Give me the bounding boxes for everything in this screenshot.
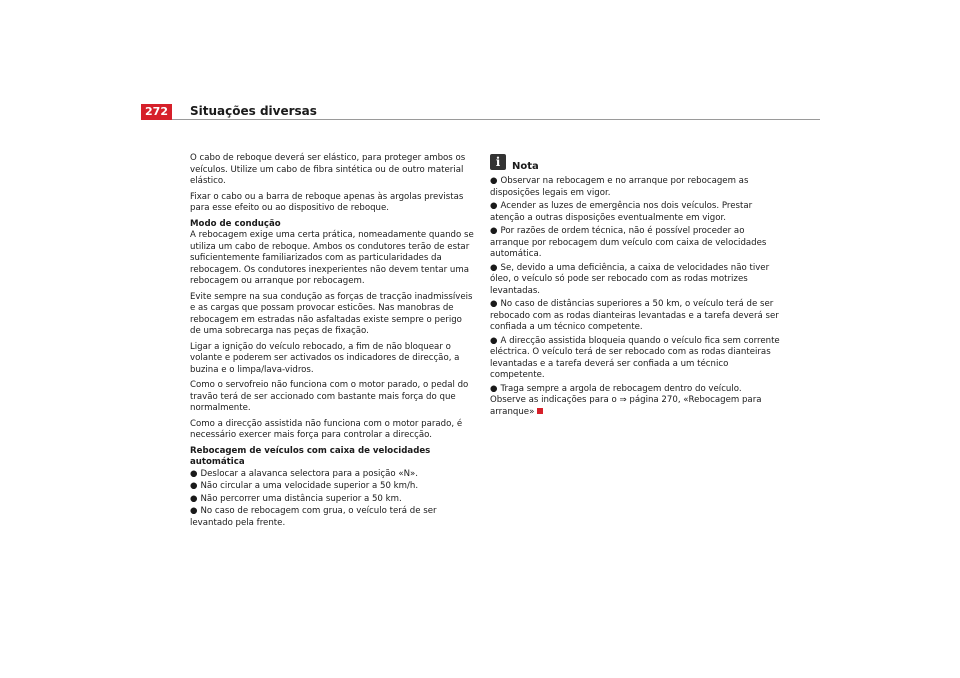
info-icon: i <box>490 154 506 170</box>
paragraph-steering: Como a direcção assistida não funciona com o motor parado, é necessário exercer mais força para controlar a direcção. <box>190 418 463 440</box>
page-reference-link[interactable]: Traga sempre a argola de rebocagem dentro do veículo. Observe as indicações para o ⇒ página 270, «Rebocagem para arranque» <box>490 383 762 417</box>
note-section <box>490 150 780 420</box>
bullet-icon: ● <box>490 176 498 186</box>
page-number: 272 <box>141 104 172 120</box>
note-title: Nota <box>512 161 539 173</box>
end-of-section-icon <box>537 408 543 414</box>
bullet-icon: ● <box>490 262 498 273</box>
list-item: ● Não circular a uma velocidade superior a 50 km/h. <box>190 481 419 491</box>
list-item: ● No caso de rebocagem com grua, o veículo terá de ser levantado pela frente. <box>190 506 437 528</box>
bullet-icon: ● <box>190 468 198 479</box>
list-item <box>490 384 780 419</box>
automatic-bullet-list <box>190 469 475 530</box>
bullet-icon: ● <box>190 481 198 491</box>
bullet-icon: ● <box>490 299 498 309</box>
bullet-icon: ● <box>490 226 498 236</box>
list-item: ● Acender as luzes de emergência nos dois veículos. Prestar atenção a outras disposições eventualmente em vigor. <box>490 201 753 223</box>
note-header <box>490 150 780 174</box>
bullet-icon: ● <box>190 506 198 516</box>
list-item: ● No caso de distâncias superiores a 50 km, o veículo terá de ser rebocado com as rodas dianteiras levantadas e a tarefa deverá ser confiada a um técnico competente. <box>490 299 779 332</box>
list-item: ● A direcção assistida bloqueia quando o veículo fica sem corrente eléctrica. O veículo terá de ser rebocado com as rodas dianteiras levantadas e a tarefa deverá ser confiada a um técnico competente. <box>490 335 780 380</box>
left-column <box>190 153 475 530</box>
paragraph-attachment: Fixar o cabo ou a barra de reboque apenas às argolas previstas para esse efeito ou ao dispositivo de reboque. <box>190 191 464 213</box>
bullet-icon: ● <box>190 493 198 504</box>
bullet-icon: ● <box>490 201 498 211</box>
list-item: ● Deslocar a alavanca selectora para a posição «N». <box>190 468 419 479</box>
paragraph-ignition: Ligar a ignição do veículo rebocado, a fim de não bloquear o volante e poderem ser activados os indicadores de direcção, a buzina e o limpa/lava-vidros. <box>190 341 460 375</box>
paragraph-forces: Evite sempre na sua condução as forças de tracção inadmissíveis e as cargas que possam provocar esticões. Nas manobras de rebocagem em estradas não asfaltadas existe sempre o perigo de uma sobrecarga nas peças de fixação. <box>190 291 473 336</box>
paragraph-practice: A rebocagem exige uma certa prática, nomeadamente quando se utiliza um cabo de reboque. Ambos os condutores terão de estar suficientemente familiarizados com as particularidades da rebocagem. Os condutores inexperientes não devem tentar uma rebocagem ou arranque por rebocagem. <box>190 230 474 286</box>
subheading-automatic: Rebocagem de veículos com caixa de velocidades automática <box>190 445 431 467</box>
list-item: ● Por razões de ordem técnica, não é possível proceder ao arranque por rebocagem dum veículo com caixa de velocidades automática. <box>490 226 767 259</box>
paragraph-brake: Como o servofreio não funciona com o motor parado, o pedal do travão terá de ser accionado com bastante mais força do que normalmente. <box>190 380 469 413</box>
header-divider <box>172 119 820 120</box>
bullet-icon: ● <box>490 335 498 346</box>
note-bullet-list <box>490 176 780 418</box>
page-title: Situações diversas <box>190 104 317 118</box>
list-item: ● Não percorrer uma distância superior a 50 km. <box>190 493 402 504</box>
list-item: ● Observar na rebocagem e no arranque por rebocagem as disposições legais em vigor. <box>490 176 749 198</box>
list-item: ● Se, devido a uma deficiência, a caixa de velocidades não tiver óleo, o veículo só pode ser rebocado com as rodas motrizes levantadas. <box>490 262 770 296</box>
bullet-icon: ● <box>490 383 498 394</box>
paragraph-tow-rope: O cabo de reboque deverá ser elástico, para proteger ambos os veículos. Utilize um cabo de fibra sintética ou de outro material elástico. <box>190 153 466 186</box>
subheading-driving-mode: Modo de condução <box>190 218 281 229</box>
